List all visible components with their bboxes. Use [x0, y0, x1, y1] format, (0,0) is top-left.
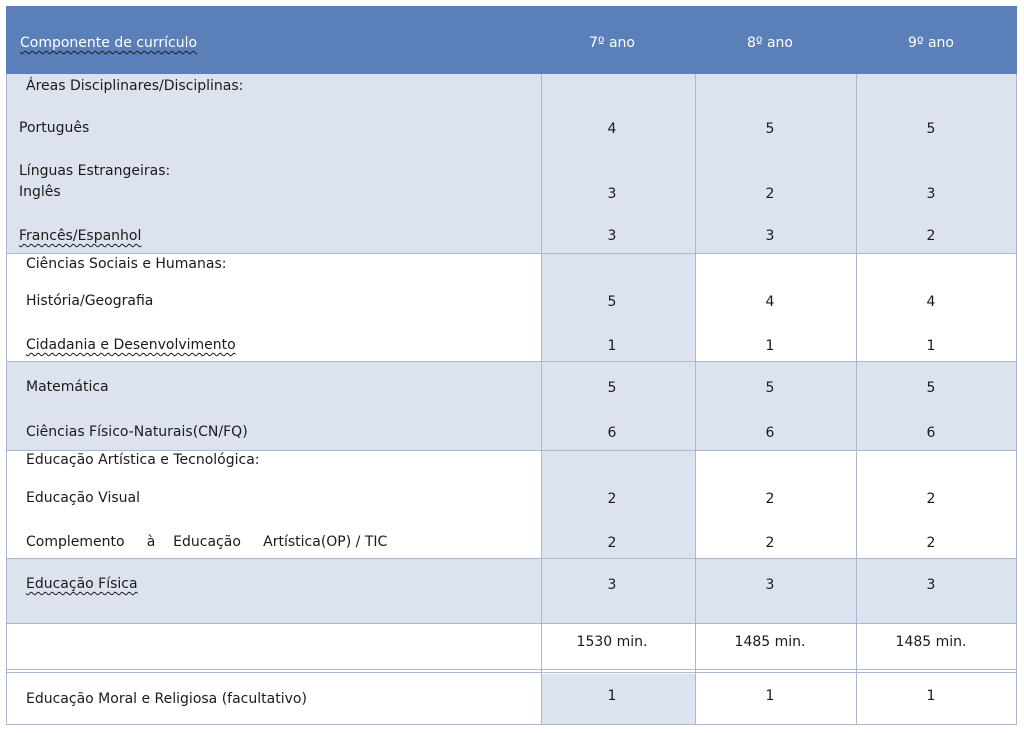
group-artistica-label: Educação Artística e Tecnológica: [26, 452, 260, 468]
row-frances-label: Francês/Espanhol [19, 228, 142, 244]
curriculum-table [6, 6, 1017, 725]
table-header [6, 6, 1017, 74]
total-8: 1485 min. [734, 634, 806, 650]
row-historia-9: 4 [926, 294, 936, 310]
row-matematica-7: 5 [607, 380, 617, 396]
row-fisica-label: Educação Física [26, 576, 138, 592]
row-cidadania-9: 1 [926, 338, 936, 354]
header-component: Componente de currículo [20, 35, 198, 51]
group-areas-label: Áreas Disciplinares/Disciplinas: [26, 78, 244, 94]
row-frances-7: 3 [607, 228, 617, 244]
row-moral-7: 1 [607, 688, 617, 704]
row-frances-9: 2 [926, 228, 936, 244]
total-9: 1485 min. [895, 634, 967, 650]
row-portugues-8: 5 [765, 121, 775, 137]
group-linguas-label: Línguas Estrangeiras: [19, 163, 171, 179]
row-historia-7: 5 [607, 294, 617, 310]
row-moral-9: 1 [926, 688, 936, 704]
row-visual-8: 2 [765, 491, 775, 507]
row-fisica-7: 3 [607, 577, 617, 593]
row-historia-label: História/Geografia [26, 293, 154, 309]
group-sociais-label: Ciências Sociais e Humanas: [26, 256, 227, 272]
row-ingles-label: Inglês [19, 184, 61, 200]
row-frances-8: 3 [765, 228, 775, 244]
row-ciencias-9: 6 [926, 425, 936, 441]
row-portugues-label: Português [19, 120, 90, 136]
row-matematica-8: 5 [765, 380, 775, 396]
row-ciencias-8: 6 [765, 425, 775, 441]
row-complemento-7: 2 [607, 535, 617, 551]
row-cidadania-7: 1 [607, 338, 617, 354]
row-moral-8: 1 [765, 688, 775, 704]
row-historia-8: 4 [765, 294, 775, 310]
row-ingles-8: 2 [765, 186, 775, 202]
row-ciencias-7: 6 [607, 425, 617, 441]
header-year-7: 7º ano [589, 35, 635, 51]
row-matematica-label: Matemática [26, 379, 109, 395]
row-ingles-9: 3 [926, 186, 936, 202]
row-visual-label: Educação Visual [26, 490, 140, 506]
header-year-9: 9º ano [908, 35, 954, 51]
row-complemento-9: 2 [926, 535, 936, 551]
row-portugues-7: 4 [607, 121, 617, 137]
total-7: 1530 min. [576, 634, 648, 650]
header-year-8: 8º ano [747, 35, 793, 51]
row-visual-9: 2 [926, 491, 936, 507]
row-fisica-9: 3 [926, 577, 936, 593]
row-moral-label: Educação Moral e Religiosa (facultativo) [26, 691, 307, 707]
row-matematica-9: 5 [926, 380, 936, 396]
row-visual-7: 2 [607, 491, 617, 507]
band-fisica [6, 558, 1017, 623]
row-cidadania-8: 1 [765, 338, 775, 354]
row-fisica-8: 3 [765, 577, 775, 593]
row-portugues-9: 5 [926, 121, 936, 137]
band-totals [6, 623, 1017, 669]
row-complemento-label: Complemento à Educação Artística(OP) / TIC [26, 534, 388, 550]
row-complemento-8: 2 [765, 535, 775, 551]
row-ciencias-label: Ciências Físico-Naturais(CN/FQ) [26, 424, 248, 440]
row-cidadania-label: Cidadania e Desenvolvimento [26, 337, 236, 353]
row-ingles-7: 3 [607, 186, 617, 202]
